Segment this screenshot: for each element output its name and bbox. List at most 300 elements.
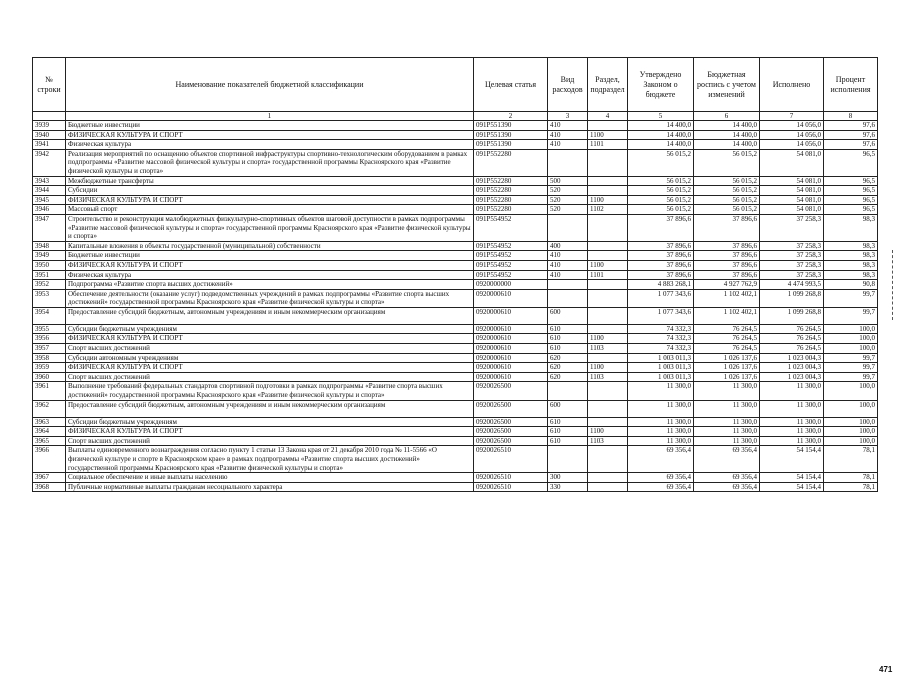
executed-amount: 37 258,3: [760, 270, 824, 280]
indicator-name: Обеспечение деятельности (оказание услуг) подведомственных учреждений в рамках подпрограммы «Развитие спорта высших достижений» государственной программы Красноярского края «Развитие физической культуры и спорта»: [66, 289, 474, 307]
column-number: 8: [824, 112, 878, 121]
schedule-amount: 14 400,0: [694, 140, 760, 150]
row-number: 3966: [33, 446, 66, 473]
binding-mark: [892, 250, 897, 320]
section-code: 1100: [588, 260, 628, 270]
execution-percent: 96,5: [824, 195, 878, 205]
row-number: 3945: [33, 195, 66, 205]
execution-percent: 98,3: [824, 241, 878, 251]
approved-amount: 37 896,6: [628, 251, 694, 261]
execution-percent: 98,3: [824, 251, 878, 261]
executed-amount: 54 081,0: [760, 176, 824, 186]
table-body: [33, 121, 878, 492]
table-row: [33, 427, 878, 437]
section-code: 1100: [588, 130, 628, 140]
execution-percent: 99,7: [824, 289, 878, 307]
table-row: [33, 260, 878, 270]
schedule-amount: 69 356,4: [694, 473, 760, 483]
table-row: [33, 130, 878, 140]
indicator-name: ФИЗИЧЕСКАЯ КУЛЬТУРА И СПОРТ: [66, 334, 474, 344]
table-row: [33, 436, 878, 446]
execution-percent: 96,5: [824, 176, 878, 186]
target-article: 0920026500: [474, 400, 548, 417]
approved-amount: 14 400,0: [628, 130, 694, 140]
section-code: [588, 382, 628, 400]
target-article: 091Р551390: [474, 121, 548, 131]
header-name: Наименование показателей бюджетной классификации: [66, 58, 474, 112]
section-code: [588, 121, 628, 131]
table-row: [33, 289, 878, 307]
indicator-name: Субсидии автономным учреждениям: [66, 353, 474, 363]
table-row: [33, 344, 878, 354]
section-code: [588, 482, 628, 492]
expense-type: 610: [548, 334, 588, 344]
expense-type: 600: [548, 400, 588, 417]
indicator-name: Физическая культура: [66, 270, 474, 280]
row-number: 3943: [33, 176, 66, 186]
table-row: [33, 214, 878, 241]
indicator-name: ФИЗИЧЕСКАЯ КУЛЬТУРА И СПОРТ: [66, 195, 474, 205]
row-number: 3968: [33, 482, 66, 492]
schedule-amount: 11 300,0: [694, 427, 760, 437]
schedule-amount: 76 264,5: [694, 334, 760, 344]
schedule-amount: 14 400,0: [694, 121, 760, 131]
execution-percent: 98,3: [824, 260, 878, 270]
executed-amount: 54 154,4: [760, 446, 824, 473]
executed-amount: 37 258,3: [760, 251, 824, 261]
target-article: 0920026510: [474, 482, 548, 492]
executed-amount: 11 300,0: [760, 427, 824, 437]
schedule-amount: 4 927 762,9: [694, 280, 760, 290]
target-article: 091Р554952: [474, 270, 548, 280]
table-row: [33, 307, 878, 324]
indicator-name: Публичные нормативные выплаты гражданам несоциального характера: [66, 482, 474, 492]
section-code: 1102: [588, 205, 628, 215]
schedule-amount: 1 026 137,6: [694, 363, 760, 373]
approved-amount: 1 077 343,6: [628, 289, 694, 307]
target-article: 091Р554952: [474, 251, 548, 261]
expense-type: 600: [548, 307, 588, 324]
approved-amount: 74 332,3: [628, 334, 694, 344]
table-row: [33, 280, 878, 290]
schedule-amount: 11 300,0: [694, 436, 760, 446]
indicator-name: Предоставление субсидий бюджетным, автономным учреждениям и иным некоммерческим организациям: [66, 307, 474, 324]
section-code: [588, 353, 628, 363]
executed-amount: 1 023 004,3: [760, 353, 824, 363]
expense-type: 620: [548, 353, 588, 363]
expense-type: 520: [548, 205, 588, 215]
execution-percent: 78,1: [824, 446, 878, 473]
target-article: 0920026510: [474, 446, 548, 473]
section-code: [588, 289, 628, 307]
target-article: 0920000610: [474, 363, 548, 373]
execution-percent: 100,0: [824, 382, 878, 400]
section-code: [588, 186, 628, 196]
schedule-amount: 37 896,6: [694, 241, 760, 251]
row-number: 3944: [33, 186, 66, 196]
execution-percent: 98,3: [824, 270, 878, 280]
table-row: [33, 149, 878, 176]
indicator-name: Предоставление субсидий бюджетным, автономным учреждениям и иным некоммерческим организациям: [66, 400, 474, 417]
approved-amount: 69 356,4: [628, 446, 694, 473]
approved-amount: 1 003 011,3: [628, 353, 694, 363]
executed-amount: 76 264,5: [760, 324, 824, 334]
executed-amount: 54 081,0: [760, 195, 824, 205]
column-number: 7: [760, 112, 824, 121]
executed-amount: 11 300,0: [760, 382, 824, 400]
row-number: 3955: [33, 324, 66, 334]
schedule-amount: 11 300,0: [694, 400, 760, 417]
execution-percent: 99,7: [824, 372, 878, 382]
target-article: 0920000610: [474, 324, 548, 334]
row-number: 3940: [33, 130, 66, 140]
target-article: 0920026500: [474, 427, 548, 437]
schedule-amount: 37 896,6: [694, 251, 760, 261]
executed-amount: 76 264,5: [760, 334, 824, 344]
approved-amount: 56 015,2: [628, 186, 694, 196]
target-article: 0920000610: [474, 372, 548, 382]
row-number: 3959: [33, 363, 66, 373]
execution-percent: 78,1: [824, 482, 878, 492]
schedule-amount: 11 300,0: [694, 382, 760, 400]
section-code: 1103: [588, 344, 628, 354]
row-number: 3950: [33, 260, 66, 270]
row-number: 3948: [33, 241, 66, 251]
target-article: 0920026500: [474, 436, 548, 446]
section-code: 1101: [588, 270, 628, 280]
table-row: [33, 121, 878, 131]
row-number: 3941: [33, 140, 66, 150]
section-code: 1100: [588, 195, 628, 205]
executed-amount: 37 258,3: [760, 260, 824, 270]
row-number: 3951: [33, 270, 66, 280]
header-expense-type: Вид расходов: [548, 58, 588, 112]
approved-amount: 11 300,0: [628, 400, 694, 417]
execution-percent: 100,0: [824, 324, 878, 334]
table-row: [33, 140, 878, 150]
expense-type: 410: [548, 140, 588, 150]
schedule-amount: 69 356,4: [694, 446, 760, 473]
target-article: 091Р554952: [474, 214, 548, 241]
approved-amount: 69 356,4: [628, 482, 694, 492]
execution-percent: 100,0: [824, 417, 878, 427]
expense-type: 410: [548, 121, 588, 131]
execution-percent: 98,3: [824, 214, 878, 241]
target-article: 091Р551390: [474, 140, 548, 150]
column-number: 4: [588, 112, 628, 121]
indicator-name: Бюджетные инвестиции: [66, 251, 474, 261]
approved-amount: 11 300,0: [628, 417, 694, 427]
approved-amount: 56 015,2: [628, 195, 694, 205]
table-row: [33, 241, 878, 251]
row-number: 3956: [33, 334, 66, 344]
approved-amount: 37 896,6: [628, 241, 694, 251]
indicator-name: ФИЗИЧЕСКАЯ КУЛЬТУРА И СПОРТ: [66, 130, 474, 140]
target-article: 091Р551390: [474, 130, 548, 140]
execution-percent: 97,6: [824, 130, 878, 140]
section-code: [588, 241, 628, 251]
execution-percent: 78,1: [824, 473, 878, 483]
expense-type: 620: [548, 372, 588, 382]
section-code: [588, 176, 628, 186]
execution-percent: 90,8: [824, 280, 878, 290]
approved-amount: 4 883 268,1: [628, 280, 694, 290]
header-percent: Процент исполнения: [824, 58, 878, 112]
approved-amount: 69 356,4: [628, 473, 694, 483]
schedule-amount: 56 015,2: [694, 195, 760, 205]
row-number: 3946: [33, 205, 66, 215]
executed-amount: 37 258,3: [760, 214, 824, 241]
section-code: [588, 280, 628, 290]
expense-type: 520: [548, 195, 588, 205]
table-row: [33, 473, 878, 483]
target-article: 0920000610: [474, 289, 548, 307]
header-section: Раздел, подраздел: [588, 58, 628, 112]
approved-amount: 56 015,2: [628, 176, 694, 186]
expense-type: 410: [548, 270, 588, 280]
executed-amount: 54 081,0: [760, 205, 824, 215]
execution-percent: 96,5: [824, 149, 878, 176]
header-budget-schedule: Бюджетная роспись с учетом изменений: [694, 58, 760, 112]
column-number: 6: [694, 112, 760, 121]
section-code: [588, 417, 628, 427]
row-number: 3967: [33, 473, 66, 483]
table-row: [33, 446, 878, 473]
row-number: 3953: [33, 289, 66, 307]
executed-amount: 54 081,0: [760, 186, 824, 196]
table-row: [33, 400, 878, 417]
header-target-article: Целевая статья: [474, 58, 548, 112]
indicator-name: Межбюджетные трансферты: [66, 176, 474, 186]
schedule-amount: 56 015,2: [694, 149, 760, 176]
section-code: [588, 214, 628, 241]
table-row: [33, 417, 878, 427]
executed-amount: 1 099 268,8: [760, 307, 824, 324]
executed-amount: 11 300,0: [760, 417, 824, 427]
target-article: 0920026500: [474, 382, 548, 400]
row-number: 3952: [33, 280, 66, 290]
executed-amount: 14 056,0: [760, 121, 824, 131]
schedule-amount: 37 896,6: [694, 260, 760, 270]
section-code: [588, 473, 628, 483]
target-article: 091Р554952: [474, 260, 548, 270]
schedule-amount: 14 400,0: [694, 130, 760, 140]
section-code: 1100: [588, 363, 628, 373]
row-number: 3961: [33, 382, 66, 400]
approved-amount: 14 400,0: [628, 140, 694, 150]
column-number: [33, 112, 66, 121]
expense-type: 330: [548, 482, 588, 492]
row-number: 3964: [33, 427, 66, 437]
row-number: 3960: [33, 372, 66, 382]
expense-type: [548, 446, 588, 473]
target-article: 091Р552280: [474, 149, 548, 176]
column-number: 1: [66, 112, 474, 121]
execution-percent: 96,5: [824, 186, 878, 196]
table-row: [33, 482, 878, 492]
expense-type: 610: [548, 427, 588, 437]
table-row: [33, 270, 878, 280]
execution-percent: 100,0: [824, 436, 878, 446]
approved-amount: 11 300,0: [628, 427, 694, 437]
header-row-number: № строки: [33, 58, 66, 112]
target-article: 0920026500: [474, 417, 548, 427]
schedule-amount: 1 026 137,6: [694, 353, 760, 363]
executed-amount: 11 300,0: [760, 436, 824, 446]
section-code: 1103: [588, 436, 628, 446]
schedule-amount: 69 356,4: [694, 482, 760, 492]
table-header-row: [33, 58, 878, 112]
schedule-amount: 11 300,0: [694, 417, 760, 427]
execution-percent: 99,7: [824, 307, 878, 324]
row-number: 3939: [33, 121, 66, 131]
section-code: 1101: [588, 140, 628, 150]
execution-percent: 100,0: [824, 334, 878, 344]
target-article: 091Р552280: [474, 186, 548, 196]
schedule-amount: 56 015,2: [694, 176, 760, 186]
expense-type: 610: [548, 324, 588, 334]
schedule-amount: 37 896,6: [694, 214, 760, 241]
row-number: 3962: [33, 400, 66, 417]
section-code: [588, 324, 628, 334]
target-article: 0920000610: [474, 344, 548, 354]
row-number: 3963: [33, 417, 66, 427]
table-row: [33, 324, 878, 334]
executed-amount: 76 264,5: [760, 344, 824, 354]
column-number-row: [33, 112, 878, 121]
indicator-name: Массовый спорт: [66, 205, 474, 215]
target-article: 0920000610: [474, 334, 548, 344]
indicator-name: Субсидии: [66, 186, 474, 196]
executed-amount: 54 081,0: [760, 149, 824, 176]
row-number: 3957: [33, 344, 66, 354]
indicator-name: Капитальные вложения в объекты государственной (муниципальной) собственности: [66, 241, 474, 251]
approved-amount: 37 896,6: [628, 260, 694, 270]
target-article: 0920000000: [474, 280, 548, 290]
expense-type: 610: [548, 344, 588, 354]
execution-percent: 96,5: [824, 205, 878, 215]
indicator-name: Субсидии бюджетным учреждениям: [66, 417, 474, 427]
executed-amount: 1 023 004,3: [760, 363, 824, 373]
executed-amount: 1 099 268,8: [760, 289, 824, 307]
header-approved: Утверждено Законом о бюджете: [628, 58, 694, 112]
expense-type: [548, 382, 588, 400]
execution-percent: 99,7: [824, 353, 878, 363]
expense-type: [548, 280, 588, 290]
indicator-name: Реализация мероприятий по оснащению объектов спортивной инфраструктуры спортивно-технологическим оборудованием в рамках подпрограммы «Развитие массовой физической культуры и спорта» государственной программы Красноярского края «Развитие физической культуры и спорта»: [66, 149, 474, 176]
approved-amount: 56 015,2: [628, 149, 694, 176]
executed-amount: 1 023 004,3: [760, 372, 824, 382]
table-row: [33, 363, 878, 373]
row-number: 3958: [33, 353, 66, 363]
expense-type: 610: [548, 436, 588, 446]
expense-type: 520: [548, 186, 588, 196]
schedule-amount: 1 026 137,6: [694, 372, 760, 382]
indicator-name: Выплаты единовременного вознаграждения согласно пункту 1 статьи 13 Закона края от 21 декабря 2010 года № 11-5566 «О физической культуре и спорте в Красноярском крае» в рамках подпрограммы «Развитие спорта высших достижений» государственной программы Красноярского края «Развитие физической культуры и спорта»: [66, 446, 474, 473]
approved-amount: 74 332,3: [628, 324, 694, 334]
column-number: 5: [628, 112, 694, 121]
indicator-name: Спорт высших достижений: [66, 344, 474, 354]
expense-type: 610: [548, 417, 588, 427]
table-row: [33, 382, 878, 400]
target-article: 0920000610: [474, 353, 548, 363]
execution-percent: 99,7: [824, 363, 878, 373]
approved-amount: 14 400,0: [628, 121, 694, 131]
table-row: [33, 205, 878, 215]
indicator-name: Социальное обеспечение и иные выплаты населению: [66, 473, 474, 483]
section-code: 1103: [588, 372, 628, 382]
schedule-amount: 56 015,2: [694, 186, 760, 196]
row-number: 3965: [33, 436, 66, 446]
expense-type: 300: [548, 473, 588, 483]
page-number: 471: [879, 665, 893, 674]
schedule-amount: 1 102 402,1: [694, 289, 760, 307]
executed-amount: 14 056,0: [760, 130, 824, 140]
section-code: [588, 307, 628, 324]
approved-amount: 11 300,0: [628, 382, 694, 400]
executed-amount: 54 154,4: [760, 482, 824, 492]
indicator-name: Субсидии бюджетным учреждениям: [66, 324, 474, 334]
indicator-name: Физическая культура: [66, 140, 474, 150]
indicator-name: Подпрограмма «Развитие спорта высших достижений»: [66, 280, 474, 290]
budget-table: [32, 57, 878, 492]
executed-amount: 37 258,3: [760, 241, 824, 251]
row-number: 3947: [33, 214, 66, 241]
table-row: [33, 195, 878, 205]
approved-amount: 56 015,2: [628, 205, 694, 215]
column-number: 2: [474, 112, 548, 121]
execution-percent: 100,0: [824, 427, 878, 437]
schedule-amount: 37 896,6: [694, 270, 760, 280]
row-number: 3942: [33, 149, 66, 176]
approved-amount: 37 896,6: [628, 270, 694, 280]
table-row: [33, 372, 878, 382]
execution-percent: 97,6: [824, 140, 878, 150]
table-row: [33, 251, 878, 261]
target-article: 091Р552280: [474, 205, 548, 215]
indicator-name: ФИЗИЧЕСКАЯ КУЛЬТУРА И СПОРТ: [66, 427, 474, 437]
approved-amount: 74 332,3: [628, 344, 694, 354]
table-row: [33, 334, 878, 344]
execution-percent: 97,6: [824, 121, 878, 131]
indicator-name: Спорт высших достижений: [66, 372, 474, 382]
approved-amount: 1 003 011,3: [628, 363, 694, 373]
execution-percent: 100,0: [824, 400, 878, 417]
indicator-name: Строительство и реконструкция малобюджетных физкультурно-спортивных объектов шаговой доступности в рамках подпрограммы «Развитие массовой физической культуры и спорта» государственной программы Красноярского края «Развитие физической культуры и спорта»: [66, 214, 474, 241]
expense-type: [548, 214, 588, 241]
header-executed: Исполнено: [760, 58, 824, 112]
executed-amount: 54 154,4: [760, 473, 824, 483]
target-article: 0920000610: [474, 307, 548, 324]
expense-type: 410: [548, 260, 588, 270]
section-code: 1100: [588, 334, 628, 344]
section-code: [588, 400, 628, 417]
target-article: 091Р552280: [474, 195, 548, 205]
expense-type: [548, 289, 588, 307]
target-article: 091Р552280: [474, 176, 548, 186]
expense-type: [548, 149, 588, 176]
approved-amount: 37 896,6: [628, 214, 694, 241]
indicator-name: Выполнение требований федеральных стандартов спортивной подготовки в рамках подпрограммы «Развитие спорта высших достижений» государственной программы Красноярского края «Развитие физической культуры и спорта»: [66, 382, 474, 400]
executed-amount: 11 300,0: [760, 400, 824, 417]
expense-type: 410: [548, 130, 588, 140]
section-code: [588, 446, 628, 473]
indicator-name: Бюджетные инвестиции: [66, 121, 474, 131]
table-row: [33, 176, 878, 186]
section-code: [588, 251, 628, 261]
expense-type: 620: [548, 363, 588, 373]
approved-amount: 1 003 011,3: [628, 372, 694, 382]
